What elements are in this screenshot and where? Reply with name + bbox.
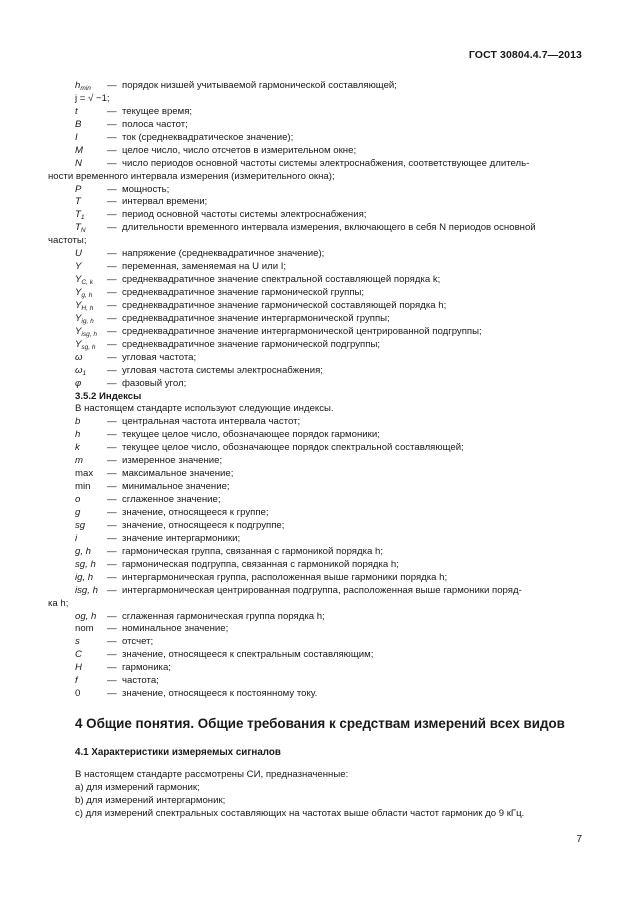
index-row [48,416,585,429]
symbol-description: полоса частот; [122,118,188,130]
symbol-description: среднеквадратичное значение интергармонической центрированной подгруппы; [122,325,482,337]
index-symbol: ig, h [75,571,94,583]
index-description: значение интергармоники; [122,532,241,544]
index-symbol: max [75,468,94,480]
symbol-subscript: g, h [81,292,93,300]
symbol-row [48,196,585,209]
dash-separator: — [107,105,117,117]
symbol-symbol: $T_N$ [75,222,86,235]
dash-separator: — [107,157,117,169]
symbol-row [48,184,585,197]
index-description: значение, относящееся к спектральным составляющим; [122,649,374,661]
dash-separator: — [107,416,117,428]
dash-separator: — [107,623,117,635]
index-symbol: f [75,675,78,687]
index-description-continued: ка h; [48,597,69,609]
dash-separator: — [107,118,117,130]
symbol-description-continued: ности временного интервала измерения (измерительного окна); [48,170,335,182]
index-row [48,533,585,546]
dash-separator: — [107,338,117,350]
index-description: максимальное значение; [122,468,234,480]
symbol-row [48,222,585,248]
section-4-1-intro: В настоящем стандарте рассмотрены СИ, предназначенные: [75,769,349,781]
dash-separator: — [107,610,117,622]
symbol-description: среднеквадратичное значение интергармонической группы; [122,312,390,324]
index-row [48,442,585,455]
dash-separator: — [107,662,117,674]
index-row [48,468,585,481]
dash-separator: — [107,649,117,661]
dash-separator: — [107,209,117,221]
symbol-symbol: $Y_{ig, h}$ [75,312,94,325]
index-symbol: sg [75,519,86,531]
section-4-1-item-b: b) для измерений интергармоник; [75,794,226,806]
index-symbol: h [75,429,81,441]
index-symbol: og, h [75,610,97,622]
symbol-description: фазовый угол; [122,377,187,389]
page-content [48,80,585,821]
section-4-1-item-a: а) для измерений гармоник; [75,782,200,794]
symbol-symbol: I [75,131,78,143]
symbol-description: интервал времени; [122,196,208,208]
dash-separator: — [107,222,117,234]
index-description: сглаженное значение; [122,494,221,506]
index-symbol: 0 [75,688,81,700]
dash-separator: — [107,507,117,518]
index-row [48,429,585,442]
index-description: отсчет; [122,636,154,648]
symbol-symbol: $Y_{g, h}$ [75,287,93,300]
symbol-symbol: t [75,105,78,117]
index-row [48,559,585,572]
symbol-symbol: ω [75,351,83,363]
index-description: текущее целое число, обозначающее порядок гармоники; [122,429,380,441]
symbol-symbol: j = √ −1; [75,92,110,104]
symbol-description: напряжение (среднеквадратичное значение); [122,248,325,260]
index-symbol: k [75,442,80,454]
index-row [48,494,585,507]
index-symbol: C [75,649,82,661]
index-description: гармоническая группа, связанная с гармоникой порядка h; [122,545,384,557]
symbol-symbol: B [75,118,82,130]
index-row [48,481,585,494]
section-4-1-title: 4.1 Характеристики измеряемых сигналов [75,747,281,759]
symbol-description: угловая частота системы электроснабжения; [122,364,323,376]
symbol-description: период основной частоты системы электроснабжения; [122,209,367,221]
dash-separator: — [107,545,117,557]
symbol-row [48,365,585,378]
symbol-symbol: U [75,248,82,260]
symbol-subscript: isg, h [81,330,97,338]
page-number: 7 [576,834,582,845]
symbol-description: угловая частота; [122,351,197,363]
symbol-row [48,352,585,365]
document-id-header: ГОСТ 30804.4.7—2013 [468,49,582,61]
symbol-row [48,132,585,145]
index-symbol: nom [75,623,94,635]
indices-intro: В настоящем стандарте используют следующие индексы. [75,403,334,415]
symbol-description: среднеквадратичное значение гармонической составляющей порядка h; [122,299,447,311]
index-row [48,662,585,675]
dash-separator: — [107,584,117,596]
dash-separator: — [107,688,117,700]
symbol-row [48,119,585,132]
index-description: текущее целое число, обозначающее порядок спектральной составляющей; [122,442,464,454]
index-row [48,688,585,701]
symbol-row [48,106,585,119]
symbol-symbol: $Y_{H, h}$ [75,299,94,312]
indices-heading: 3.5.2 Индексы [75,390,142,402]
index-description: частота; [122,675,159,687]
symbol-row [48,313,585,326]
symbol-description: среднеквадратичное значение гармонической подгруппы; [122,338,381,350]
dash-separator: — [107,80,117,91]
symbol-subscript: min [80,85,91,92]
symbol-description: длительности временного интервала измерения, включающего в себя N периодов основной [122,222,536,234]
symbol-description: мощность; [122,183,170,195]
symbol-row [48,209,585,222]
dash-separator: — [107,636,117,648]
index-description: значение, относящееся к постоянному току. [122,688,318,700]
symbol-subscript: C, k [81,279,93,287]
index-symbol: s [75,636,80,648]
symbol-description: текущее время; [122,105,193,117]
symbol-subscript: 1 [82,369,87,377]
symbol-symbol: T [75,196,81,208]
dash-separator: — [107,325,117,337]
index-description: значение, относящееся к подгруппе; [122,519,285,531]
symbol-row [48,145,585,158]
symbol-description: целое число, число отсчетов в измерительном окне; [122,144,357,156]
symbol-description: среднеквадратичное значение спектральной составляющей порядка k; [122,274,441,286]
index-description: измеренное значение; [122,455,223,467]
symbol-symbol: $h_{min}$ [75,80,91,92]
index-description: значение, относящееся к группе; [122,507,269,518]
dash-separator: — [107,481,117,493]
index-description: сглаженная гармоническая группа порядка h; [122,610,325,622]
symbol-description-continued: частоты; [48,235,87,247]
index-row [48,455,585,468]
symbol-row [48,339,585,352]
index-symbol: b [75,416,81,428]
symbol-symbol: $T_1$ [75,209,85,222]
index-row [48,546,585,559]
symbol-symbol: $Y_{sg, h}$ [75,338,96,351]
symbol-subscript: 1 [80,214,85,222]
dash-separator: — [107,558,117,570]
symbol-row [48,80,585,93]
index-symbol: m [75,455,83,467]
index-symbol: H [75,662,82,674]
index-row [48,572,585,585]
index-description: номинальное значение; [122,623,229,635]
index-symbol: sg, h [75,558,96,570]
dash-separator: — [107,287,117,299]
symbol-symbol: $\omega_1$ [75,364,87,377]
symbol-row [48,326,585,339]
dash-separator: — [107,532,117,544]
symbol-row [48,158,585,184]
symbol-symbol: $Y_{isg, h}$ [75,325,97,338]
dash-separator: — [107,571,117,583]
dash-separator: — [107,429,117,441]
symbol-subscript: H, h [81,304,94,312]
dash-separator: — [107,519,117,531]
dash-separator: — [107,675,117,687]
index-description: интергармоническая центрированная подгруппа, расположенная выше гармоники поряд- [122,584,522,596]
symbol-subscript: ig, h [81,317,94,325]
index-symbol: g [75,507,81,518]
symbol-subscript: sg, h [81,343,96,351]
dash-separator: — [107,494,117,506]
index-symbol: o [75,494,81,506]
symbol-row [48,261,585,274]
symbol-symbol: Y [75,261,82,273]
dash-separator: — [107,377,117,389]
dash-separator: — [107,468,117,480]
index-row [48,636,585,649]
dash-separator: — [107,183,117,195]
dash-separator: — [107,274,117,286]
dash-separator: — [107,248,117,260]
index-description: гармоника; [122,662,171,674]
dash-separator: — [107,351,117,363]
dash-separator: — [107,312,117,324]
index-row [48,649,585,662]
symbol-description: число периодов основной частоты системы электроснабжения, соответствующее длитель- [122,157,530,169]
symbol-row [48,378,585,391]
index-row [48,623,585,636]
index-symbol: isg, h [75,584,98,596]
symbol-description: переменная, заменяемая на U или I; [122,261,287,273]
dash-separator: — [107,196,117,208]
index-row [48,507,585,520]
symbols-list [48,80,585,391]
symbol-description: ток (среднеквадратическое значение); [122,131,294,143]
symbol-row [48,93,585,106]
symbol-description: среднеквадратичное значение гармонической группы; [122,287,365,299]
symbol-row [48,300,585,313]
symbol-symbol: φ [75,377,82,389]
dash-separator: — [107,442,117,454]
dash-separator: — [107,455,117,467]
dash-separator: — [107,364,117,376]
index-description: гармоническая подгруппа, связанная с гармоникой порядка h; [122,558,399,570]
dash-separator: — [107,131,117,143]
symbol-symbol: M [75,144,83,156]
symbol-symbol: $Y_{C, k}$ [75,274,93,287]
index-description: центральная частота интервала частот; [122,416,301,428]
dash-separator: — [107,144,117,156]
index-row [48,585,585,611]
symbol-description: порядок низшей учитываемой гармонической составляющей; [122,80,397,91]
dash-separator: — [107,299,117,311]
symbol-symbol: N [75,157,82,169]
symbol-subscript: N [80,227,86,235]
index-symbol: i [75,532,78,544]
index-row [48,520,585,533]
symbol-row [48,287,585,300]
dash-separator: — [107,261,117,273]
index-description: интергармоническая группа, расположенная выше гармоники порядка h; [122,571,448,583]
index-row [48,675,585,688]
symbol-row [48,274,585,287]
index-description: минимальное значение; [122,481,230,493]
symbol-row [48,248,585,261]
section-4-1-item-c: с) для измерений спектральных составляющих на частотах выше области частот гармоник до 9 кГц. [75,807,525,819]
indices-list [48,416,585,701]
section-4-title: 4 Общие понятия. Общие требования к средствам измерений всех видов [75,716,565,732]
index-symbol: g, h [75,545,92,557]
symbol-symbol: P [75,183,82,195]
index-row [48,611,585,624]
index-symbol: min [75,481,91,493]
